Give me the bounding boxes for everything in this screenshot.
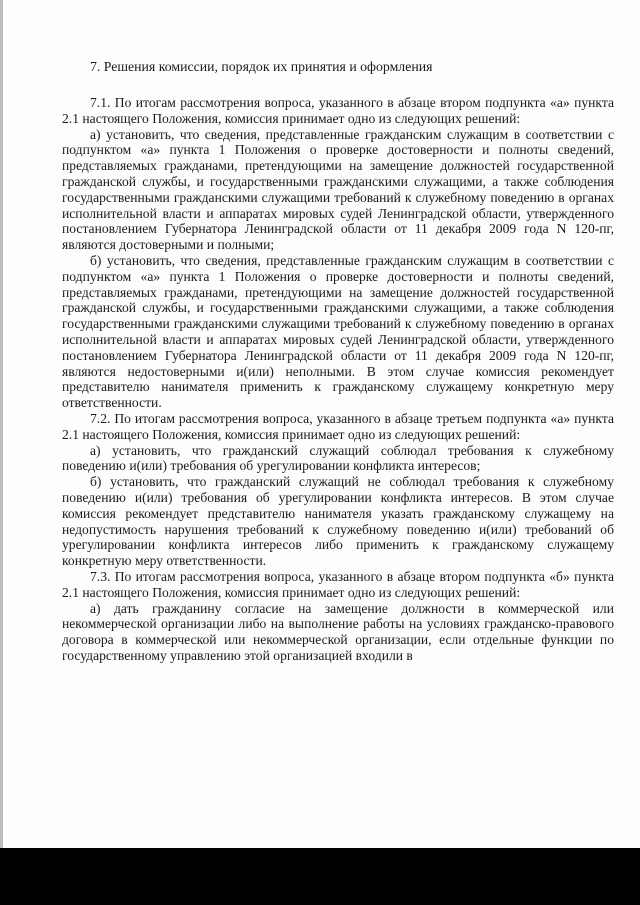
paragraph-7-2-b: б) установить, что гражданский служащий не соблюдал требования к служебному поведению и(или) требования об урегулировании конфликта интересов. В этом случае комиссия рекомендует представителю нанимателя указать гражданскому служащему на недопустимость нарушения требований к служебному поведению и(или) требований об урегулировании конфликта интересов либо применить к гражданскому служащему конкретную меру ответственности. [62, 474, 614, 569]
scan-edge [0, 0, 3, 848]
section-title: 7. Решения комиссии, порядок их принятия и оформления [90, 59, 433, 74]
paragraph-7-1-a: а) установить, что сведения, представленные гражданским служащим в соответствии с подпунктом «а» пункта 1 Положения о проверке достоверности и полноты сведений, представляемых гражданами, претендующими на замещение должностей государственной гражданской службы, и государственными гражданскими служащими, а также соблюдения государственными гражданскими служащими требований к служебному поведению в органах исполнительной власти и аппаратах мировых судей Ленинградской области, утвержденного постановлением Губернатора Ленинградской области от 11 декабря 2009 года N 120-пг, являются достоверными и полными; [62, 126, 614, 253]
paragraph-7-2: 7.2. По итогам рассмотрения вопроса, указанного в абзаце третьем подпункта «а» пункта 2.1 настоящего Положения, комиссия принимает одно из следующих решений: [62, 410, 614, 442]
document-body [62, 95, 614, 664]
paragraph-7-2-a: а) установить, что гражданский служащий соблюдал требования к служебному поведению и(или) требования об урегулировании конфликта интересов; [62, 442, 614, 474]
paragraph-7-3: 7.3. По итогам рассмотрения вопроса, указанного в абзаце втором подпункта «б» пункта 2.1 настоящего Положения, комиссия принимает одно из следующих решений: [62, 568, 614, 600]
paragraph-7-1: 7.1. По итогам рассмотрения вопроса, указанного в абзаце втором подпункта «а» пункта 2.1 настоящего Положения, комиссия принимает одно из следующих решений: [62, 95, 614, 126]
paragraph-7-3-a: а) дать гражданину согласие на замещение должности в коммерческой или некоммерческой организации либо на выполнение работы на условиях гражданско-правового договора в коммерческой или некоммерческой организации, если отдельные функции по государственному управлению этой организацией входили в [62, 600, 614, 663]
paragraph-7-1-b: б) установить, что сведения, представленные гражданским служащим в соответствии с подпунктом «а» пункта 1 Положения о проверке достоверности и полноты сведений, представляемых гражданами, претендующими на замещение должностей государственной гражданской службы, и государственными гражданскими служащими, а также соблюдения государственными гражданскими служащими требований к служебному поведению в органах исполнительной власти и аппаратах мировых судей Ленинградской области, утвержденного постановлением Губернатора Ленинградской области от 11 декабря 2009 года N 120-пг, являются недостоверными и(или) неполными. В этом случае комиссия рекомендует представителю нанимателя применить к гражданскому служащему конкретную меру ответственности. [62, 252, 614, 411]
scan-bottom-border [0, 848, 640, 905]
